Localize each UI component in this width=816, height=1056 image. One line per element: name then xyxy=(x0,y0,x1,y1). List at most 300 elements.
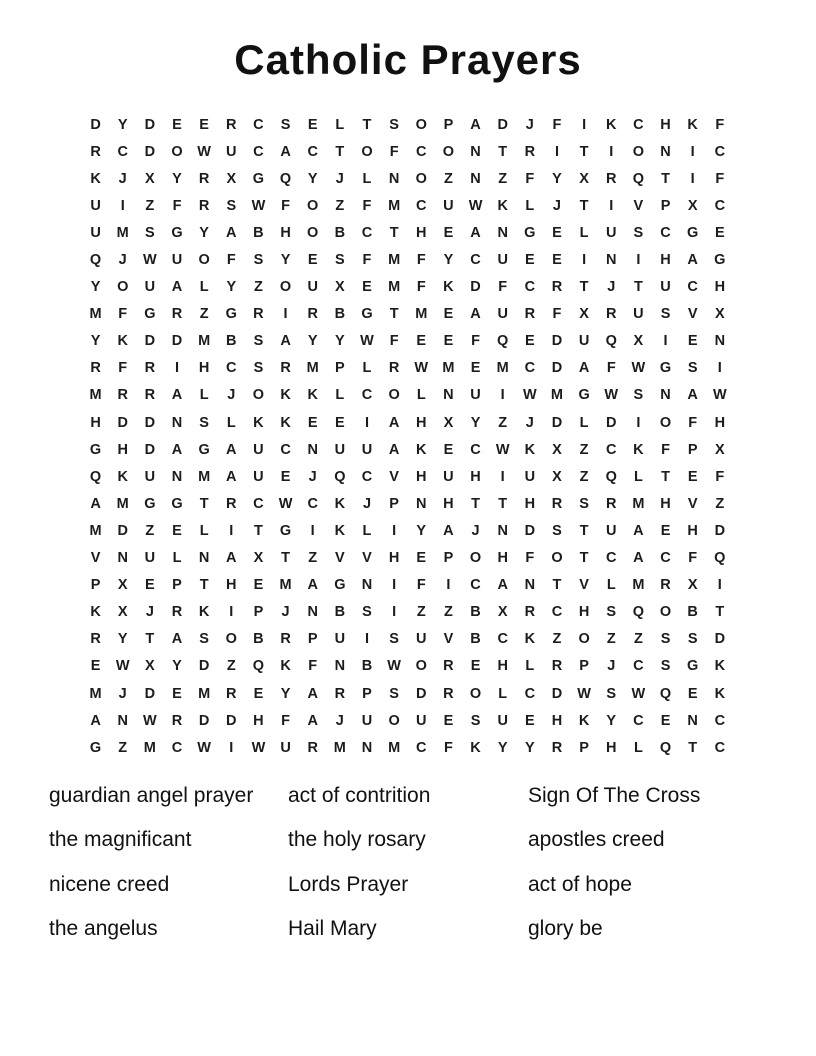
grid-letter: B xyxy=(470,604,481,621)
grid-letter: S xyxy=(687,360,698,377)
grid-letter: H xyxy=(443,495,454,512)
grid-letter: M xyxy=(388,739,401,756)
grid-letter: E xyxy=(172,685,182,702)
grid-letter: N xyxy=(171,468,183,485)
grid-row xyxy=(82,219,734,246)
grid-letter: K xyxy=(633,441,644,458)
grid-letter: A xyxy=(226,468,237,485)
grid-letter: H xyxy=(497,550,508,567)
grid-letter: X xyxy=(145,170,155,187)
grid-letter: J xyxy=(362,495,372,512)
grid-letter: X xyxy=(714,441,725,458)
grid-letter: E xyxy=(687,333,698,350)
grid-letter: K xyxy=(280,658,291,675)
grid-letter: H xyxy=(524,495,536,512)
grid-letter: S xyxy=(687,631,698,648)
grid-letter: I xyxy=(174,360,179,377)
grid-letter: B xyxy=(687,604,698,621)
grid-letter: M xyxy=(442,360,455,377)
grid-letter: U xyxy=(524,468,536,485)
grid-letter: L xyxy=(199,522,209,539)
grid-letter: S xyxy=(660,631,671,648)
grid-letter: N xyxy=(171,414,183,431)
grid-letter: J xyxy=(281,604,290,621)
grid-letter: M xyxy=(496,360,509,377)
grid-letter: C xyxy=(606,441,617,458)
grid-letter: E xyxy=(687,685,698,702)
grid-letter: H xyxy=(280,224,291,241)
grid-letter: A xyxy=(687,387,698,404)
grid-letter: H xyxy=(660,252,671,269)
grid-letter: N xyxy=(416,495,427,512)
grid-letter: B xyxy=(253,631,264,648)
grid-letter: E xyxy=(253,577,264,594)
grid-letter: R xyxy=(524,306,536,323)
grid-letter: F xyxy=(443,739,453,756)
grid-letter: I xyxy=(392,522,397,539)
grid-letter: D xyxy=(144,333,156,350)
grid-letter: F xyxy=(118,360,128,377)
grid-row xyxy=(82,599,734,626)
grid-letter: O xyxy=(225,631,237,648)
grid-letter: U xyxy=(90,197,101,214)
grid-letter: O xyxy=(659,414,672,431)
grid-letter: G xyxy=(334,577,346,594)
grid-letter: C xyxy=(497,631,508,648)
grid-letter: N xyxy=(524,577,536,594)
grid-letter: D xyxy=(144,143,156,160)
grid-letter: C xyxy=(714,197,726,214)
grid-letter: C xyxy=(551,604,563,621)
grid-letter: O xyxy=(551,550,563,567)
grid-letter: A xyxy=(307,685,318,702)
grid-letter: U xyxy=(144,550,156,567)
grid-letter: P xyxy=(443,550,454,567)
grid-letter: C xyxy=(171,739,183,756)
grid-letter: Z xyxy=(606,631,616,648)
grid-letter: W xyxy=(631,685,646,702)
grid-letter: R xyxy=(334,685,346,702)
grid-letter: H xyxy=(606,739,617,756)
grid-letter: M xyxy=(198,685,211,702)
grid-letter: U xyxy=(416,712,427,729)
grid-letter: K xyxy=(714,685,726,702)
grid-letter: O xyxy=(388,387,400,404)
grid-letter: G xyxy=(659,360,672,377)
grid-letter: T xyxy=(715,604,725,621)
grid-letter: Y xyxy=(443,252,454,269)
grid-letter: U xyxy=(470,387,481,404)
grid-letter: G xyxy=(687,658,699,675)
grid-letter: M xyxy=(198,468,211,485)
grid-letter: F xyxy=(281,197,290,214)
grid-letter: I xyxy=(636,252,641,269)
grid-letter: S xyxy=(226,197,237,214)
grid-letter: V xyxy=(687,495,698,512)
grid-letter: D xyxy=(606,414,617,431)
grid-letter: N xyxy=(497,522,508,539)
grid-letter: M xyxy=(333,739,346,756)
grid-letter: I xyxy=(364,414,369,431)
grid-letter: K xyxy=(578,712,590,729)
grid-letter: R xyxy=(226,495,237,512)
grid-letter: N xyxy=(687,712,698,729)
grid-letter: C xyxy=(226,360,237,377)
grid-letter: X xyxy=(552,441,562,458)
grid-letter: D xyxy=(144,441,156,458)
grid-letter: R xyxy=(90,631,101,648)
grid-letter: G xyxy=(198,441,210,458)
grid-letter: T xyxy=(199,495,209,512)
grid-letter: S xyxy=(660,658,671,675)
grid-letter: O xyxy=(469,550,482,567)
grid-letter: W xyxy=(115,658,130,675)
grid-row xyxy=(82,138,734,165)
grid-letter: Y xyxy=(226,279,237,296)
grid-letter: A xyxy=(280,143,291,160)
grid-letter: M xyxy=(306,360,319,377)
grid-letter: U xyxy=(497,712,508,729)
grid-letter: E xyxy=(443,224,454,241)
grid-letter: A xyxy=(388,441,400,458)
grid-letter: V xyxy=(335,550,345,567)
grid-letter: X xyxy=(117,604,128,621)
grid-letter: C xyxy=(280,441,291,458)
grid-letter: C xyxy=(633,658,644,675)
grid-letter: C xyxy=(253,143,264,160)
grid-letter: C xyxy=(606,550,617,567)
grid-letter: E xyxy=(172,522,182,539)
grid-letter: E xyxy=(172,116,182,133)
grid-letter: D xyxy=(144,685,156,702)
grid-letter: Y xyxy=(172,658,182,675)
grid-letter: L xyxy=(579,414,589,431)
grid-letter: R xyxy=(551,658,563,675)
grid-letter: N xyxy=(497,224,508,241)
grid-letter: U xyxy=(171,252,183,269)
grid-letter: J xyxy=(118,252,127,269)
grid-letter: Q xyxy=(632,604,645,621)
grid-letter: D xyxy=(171,333,183,350)
grid-letter: V xyxy=(362,550,372,567)
grid-letter: T xyxy=(661,170,670,187)
grid-letter: U xyxy=(307,279,318,296)
grid-letter: I xyxy=(609,143,614,160)
grid-letter: T xyxy=(281,550,290,567)
grid-letter: E xyxy=(443,306,454,323)
grid-letter: J xyxy=(607,279,616,296)
grid-letter: R xyxy=(171,306,183,323)
grid-letter: M xyxy=(116,495,129,512)
grid-letter: C xyxy=(361,224,373,241)
grid-letter: D xyxy=(497,116,508,133)
grid-letter: T xyxy=(498,495,508,512)
grid-letter: Z xyxy=(443,170,453,187)
word-list-item: act of hope xyxy=(528,872,632,896)
grid-letter: S xyxy=(660,306,671,323)
grid-letter: L xyxy=(579,224,589,241)
grid-letter: X xyxy=(226,170,237,187)
grid-letter: X xyxy=(497,604,508,621)
grid-letter: K xyxy=(714,658,726,675)
grid-letter: A xyxy=(280,333,291,350)
grid-letter: X xyxy=(335,279,345,296)
grid-letter: F xyxy=(389,143,399,160)
grid-letter: Y xyxy=(117,631,128,648)
grid-letter: E xyxy=(524,333,535,350)
grid-letter: W xyxy=(278,495,293,512)
grid-letter: K xyxy=(90,604,101,621)
grid-letter: Y xyxy=(117,116,128,133)
grid-letter: N xyxy=(470,170,481,187)
grid-letter: Q xyxy=(334,468,346,485)
grid-letter: C xyxy=(253,116,264,133)
grid-letter: B xyxy=(334,604,346,621)
grid-letter: J xyxy=(607,658,616,675)
grid-letter: K xyxy=(497,197,508,214)
grid-letter: E xyxy=(470,360,481,377)
grid-letter: Z xyxy=(308,550,318,567)
grid-letter: H xyxy=(578,604,590,621)
grid-letter: F xyxy=(552,116,562,133)
grid-letter: I xyxy=(582,252,587,269)
grid-letter: E xyxy=(660,712,671,729)
grid-letter: A xyxy=(443,522,454,539)
word-list-item: glory be xyxy=(528,917,603,941)
grid-letter: F xyxy=(362,252,372,269)
grid-letter: E xyxy=(362,279,372,296)
grid-letter: U xyxy=(606,224,617,241)
grid-letter: S xyxy=(633,224,644,241)
grid-letter: H xyxy=(660,495,671,512)
word-list-item: Hail Mary xyxy=(288,917,377,941)
grid-letter: P xyxy=(389,495,399,512)
grid-letter: W xyxy=(577,685,591,702)
grid-letter: A xyxy=(633,522,644,539)
grid-letter: C xyxy=(714,143,726,160)
grid-letter: L xyxy=(362,170,372,187)
grid-letter: D xyxy=(198,658,210,675)
grid-letter: E xyxy=(470,658,481,675)
grid-letter: P xyxy=(335,360,345,377)
grid-letter: E xyxy=(307,116,318,133)
grid-letter: Q xyxy=(632,170,645,187)
grid-letter: A xyxy=(90,495,101,512)
grid-letter: N xyxy=(117,550,128,567)
grid-row xyxy=(82,490,734,517)
grid-row xyxy=(82,734,734,761)
grid-letter: M xyxy=(89,387,102,404)
grid-letter: H xyxy=(253,712,264,729)
grid-letter: O xyxy=(117,279,129,296)
grid-letter: L xyxy=(172,550,182,567)
grid-letter: E xyxy=(524,252,535,269)
grid-letter: N xyxy=(443,387,454,404)
grid-letter: I xyxy=(717,360,722,377)
grid-letter: J xyxy=(525,414,534,431)
grid-letter: F xyxy=(688,550,698,567)
grid-letter: U xyxy=(253,468,264,485)
grid-letter: H xyxy=(497,658,508,675)
grid-row xyxy=(82,355,734,382)
grid-letter: D xyxy=(144,414,156,431)
grid-letter: J xyxy=(145,604,154,621)
grid-letter: L xyxy=(633,468,643,485)
grid-letter: Z xyxy=(145,522,155,539)
grid-letter: W xyxy=(495,441,510,458)
grid-letter: M xyxy=(116,224,129,241)
grid-letter: R xyxy=(524,604,536,621)
grid-letter: R xyxy=(443,658,454,675)
grid-letter: V xyxy=(443,631,454,648)
grid-letter: T xyxy=(199,577,209,594)
grid-letter: Q xyxy=(605,468,617,485)
grid-letter: U xyxy=(226,143,237,160)
grid-letter: Z xyxy=(253,279,263,296)
grid-letter: L xyxy=(199,279,209,296)
grid-letter: K xyxy=(470,739,481,756)
grid-letter: E xyxy=(199,116,209,133)
grid-letter: N xyxy=(388,170,400,187)
grid-letter: E xyxy=(416,333,427,350)
grid-row xyxy=(82,382,734,409)
grid-letter: R xyxy=(551,739,563,756)
grid-letter: S xyxy=(253,360,264,377)
grid-letter: M xyxy=(89,685,102,702)
grid-letter: Y xyxy=(335,333,345,350)
grid-letter: S xyxy=(606,604,617,621)
grid-letter: T xyxy=(661,468,670,485)
grid-letter: F xyxy=(416,577,426,594)
grid-letter: E xyxy=(687,468,698,485)
grid-letter: R xyxy=(280,631,291,648)
grid-letter: W xyxy=(522,387,537,404)
grid-letter: Z xyxy=(443,604,453,621)
grid-letter: N xyxy=(198,550,210,567)
grid-letter: S xyxy=(552,522,562,539)
grid-letter: L xyxy=(606,577,616,594)
grid-letter: O xyxy=(632,143,645,160)
grid-letter: I xyxy=(310,522,315,539)
grid-letter: Y xyxy=(90,279,101,296)
grid-letter: G xyxy=(144,306,156,323)
grid-letter: S xyxy=(362,604,372,621)
grid-letter: T xyxy=(335,143,345,160)
grid-letter: S xyxy=(606,685,617,702)
grid-letter: F xyxy=(525,550,535,567)
grid-letter: P xyxy=(443,116,454,133)
grid-letter: H xyxy=(416,224,427,241)
grid-letter: U xyxy=(361,441,373,458)
grid-letter: A xyxy=(388,414,400,431)
grid-letter: J xyxy=(471,522,480,539)
grid-letter: F xyxy=(471,333,480,350)
grid-row xyxy=(82,463,734,490)
grid-letter: V xyxy=(687,306,698,323)
grid-letter: F xyxy=(226,252,236,269)
grid-letter: I xyxy=(663,333,668,350)
grid-letter: U xyxy=(497,252,508,269)
grid-letter: Q xyxy=(252,658,265,675)
grid-letter: H xyxy=(714,279,726,296)
grid-letter: H xyxy=(388,550,400,567)
grid-letter: F xyxy=(498,279,508,296)
grid-letter: K xyxy=(687,116,698,133)
word-list-item: guardian angel prayer xyxy=(49,784,254,808)
grid-letter: C xyxy=(470,441,481,458)
grid-letter: Z xyxy=(145,197,155,214)
grid-letter: E xyxy=(335,414,345,431)
grid-row xyxy=(82,111,734,138)
grid-letter: E xyxy=(280,468,291,485)
grid-letter: J xyxy=(118,170,127,187)
grid-letter: M xyxy=(198,333,211,350)
grid-row xyxy=(82,409,734,436)
grid-letter: E xyxy=(660,522,671,539)
grid-letter: G xyxy=(279,522,292,539)
grid-row xyxy=(82,328,734,355)
grid-letter: A xyxy=(470,116,481,133)
grid-letter: D xyxy=(117,522,128,539)
grid-letter: S xyxy=(470,712,481,729)
grid-letter: J xyxy=(118,685,127,702)
grid-letter: U xyxy=(443,468,454,485)
grid-letter: C xyxy=(416,739,427,756)
grid-letter: T xyxy=(389,306,399,323)
grid-letter: S xyxy=(389,116,399,133)
grid-letter: F xyxy=(362,197,372,214)
grid-letter: R xyxy=(171,712,183,729)
grid-row xyxy=(82,680,734,707)
grid-letter: O xyxy=(388,712,400,729)
grid-letter: R xyxy=(253,306,264,323)
grid-letter: D xyxy=(117,414,128,431)
grid-letter: U xyxy=(144,279,156,296)
grid-letter: X xyxy=(552,468,562,485)
grid-letter: K xyxy=(606,116,617,133)
grid-letter: Y xyxy=(280,252,291,269)
grid-letter: Z xyxy=(335,197,345,214)
grid-letter: Y xyxy=(606,712,617,729)
grid-letter: R xyxy=(198,170,210,187)
grid-letter: X xyxy=(687,197,698,214)
grid-letter: G xyxy=(89,441,102,458)
grid-letter: Q xyxy=(605,333,617,350)
grid-letter: V xyxy=(90,550,101,567)
grid-letter: Z xyxy=(498,414,508,431)
grid-letter: W xyxy=(712,387,727,404)
grid-row xyxy=(82,246,734,273)
grid-letter: P xyxy=(687,441,698,458)
grid-letter: A xyxy=(226,550,237,567)
grid-letter: K xyxy=(524,631,536,648)
grid-letter: B xyxy=(226,333,237,350)
grid-letter: I xyxy=(446,577,451,594)
grid-letter: S xyxy=(335,252,345,269)
grid-letter: I xyxy=(392,604,397,621)
grid-letter: W xyxy=(387,658,401,675)
grid-letter: H xyxy=(714,414,726,431)
grid-letter: T xyxy=(579,550,589,567)
grid-letter: K xyxy=(524,441,536,458)
grid-letter: F xyxy=(715,468,725,485)
grid-letter: C xyxy=(660,550,671,567)
grid-letter: R xyxy=(226,685,237,702)
grid-letter: D xyxy=(551,360,563,377)
grid-letter: W xyxy=(468,197,483,214)
grid-letter: Z xyxy=(579,441,589,458)
grid-letter: U xyxy=(660,279,671,296)
